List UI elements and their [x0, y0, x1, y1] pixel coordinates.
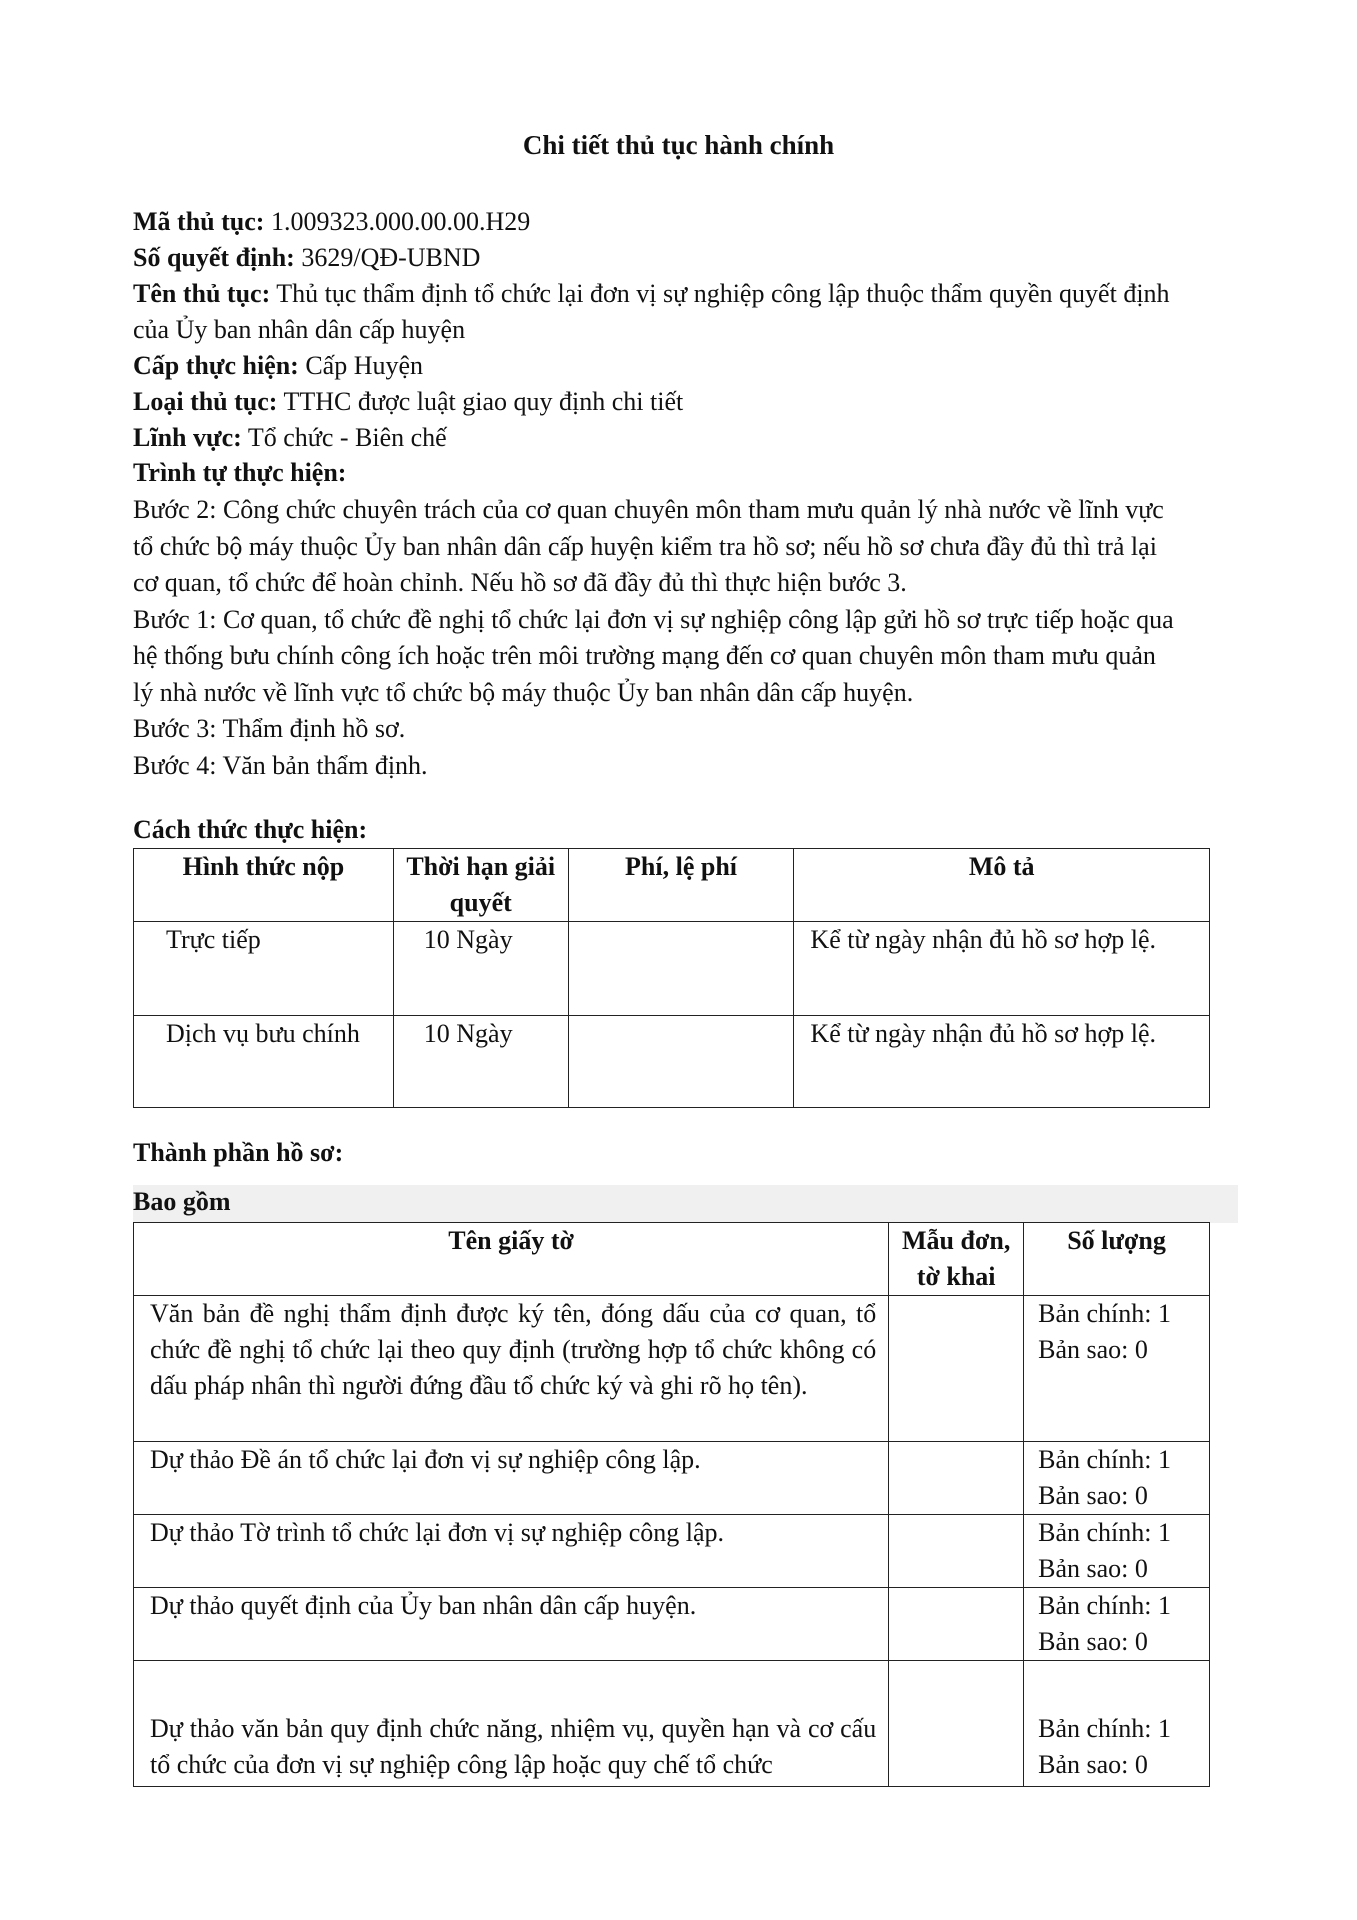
- field-value-continued: của Ủy ban nhân dân cấp huyện: [133, 315, 466, 344]
- cell-mau-don: [889, 1296, 1024, 1442]
- cell-thoi-han: 10 Ngày: [393, 1016, 568, 1108]
- step-line: lý nhà nước về lĩnh vực tổ chức bộ máy thuộc Ủy ban nhân dân cấp huyện.: [133, 677, 914, 707]
- field-value: Tổ chức - Biên chế: [241, 423, 447, 452]
- step-line: tổ chức bộ máy thuộc Ủy ban nhân dân cấp huyện kiểm tra hồ sơ; nếu hồ sơ chưa đầy đủ thì trả lại: [133, 531, 1157, 561]
- cell-mau-don: [889, 1515, 1024, 1588]
- field-so-quyet-dinh: [133, 240, 1233, 276]
- field-loai-thu-tuc: [133, 384, 1233, 420]
- cell-so-luong: [1024, 1296, 1210, 1442]
- ban-sao: Bản sao: 0: [1038, 1554, 1148, 1583]
- cell-mau-don: [889, 1588, 1024, 1661]
- field-label: Số quyết định:: [133, 243, 295, 272]
- column-header: Thời hạn giải quyết: [393, 849, 568, 922]
- ban-chinh: Bản chính: 1: [1038, 1518, 1171, 1547]
- cell-ten-giay-to: Văn bản đề nghị thẩm định được ký tên, đóng dấu của cơ quan, tổ chức đề nghị tổ chức lại theo quy định (trường hợp tổ chức không có dấu pháp nhân thì người đứng đầu tổ chức ký và ghi rõ họ tên).: [134, 1296, 889, 1442]
- column-header: Mô tả: [794, 849, 1210, 922]
- cell-so-luong: [1024, 1442, 1210, 1515]
- cell-mo-ta: Kể từ ngày nhận đủ hồ sơ hợp lệ.: [794, 1016, 1210, 1108]
- page-title: Chi tiết thủ tục hành chính: [522, 130, 835, 160]
- ban-chinh: Bản chính: 1: [1038, 1445, 1171, 1474]
- ban-sao: Bản sao: 0: [1038, 1481, 1148, 1510]
- field-linh-vuc: [133, 420, 1233, 456]
- table-row: [134, 922, 1210, 1016]
- cell-hinh-thuc: Dịch vụ bưu chính: [134, 1016, 394, 1108]
- table-row: [134, 1588, 1210, 1661]
- cell-so-luong: [1024, 1661, 1210, 1787]
- cell-mau-don: [889, 1661, 1024, 1787]
- step-line: cơ quan, tổ chức để hoàn chỉnh. Nếu hồ sơ đã đầy đủ thì thực hiện bước 3.: [133, 568, 907, 597]
- thanh-phan-table: [133, 1222, 1210, 1787]
- column-header: Số lượng: [1024, 1223, 1210, 1296]
- cell-hinh-thuc: Trực tiếp: [134, 922, 394, 1016]
- field-label: Tên thủ tục:: [133, 279, 271, 308]
- ban-sao: Bản sao: 0: [1038, 1750, 1148, 1779]
- ban-sao: Bản sao: 0: [1038, 1335, 1148, 1364]
- field-value: 1.009323.000.00.00.H29: [264, 207, 531, 236]
- step-line: Bước 3: Thẩm định hồ sơ.: [133, 714, 406, 743]
- section-heading-cach-thuc: Cách thức thực hiện:: [133, 815, 368, 844]
- field-label: Loại thủ tục:: [133, 387, 278, 416]
- column-header: Hình thức nộp: [134, 849, 394, 922]
- cell-ten-giay-to: Dự thảo Tờ trình tổ chức lại đơn vị sự nghiệp công lập.: [134, 1515, 889, 1588]
- section-heading-thanh-phan: Thành phần hồ sơ:: [133, 1138, 344, 1167]
- step-line: hệ thống bưu chính công ích hoặc trên môi trường mạng đến cơ quan chuyên môn tham mưu quản: [133, 641, 1156, 670]
- field-value: 3629/QĐ-UBND: [294, 243, 481, 272]
- field-label: Cấp thực hiện:: [133, 351, 299, 380]
- cell-phi: [568, 922, 794, 1016]
- cell-so-luong: [1024, 1515, 1210, 1588]
- section-heading-trinh-tu: Trình tự thực hiện:: [133, 458, 347, 487]
- table-row: [134, 1515, 1210, 1588]
- cell-ten-giay-to: Dự thảo văn bản quy định chức năng, nhiệm vụ, quyền hạn và cơ cấu tổ chức của đơn vị sự nghiệp công lập hoặc quy chế tổ chức: [134, 1661, 889, 1787]
- table-header-row: [134, 1223, 1210, 1296]
- table-row: [134, 1016, 1210, 1108]
- column-header: Phí, lệ phí: [568, 849, 794, 922]
- table-header-row: [134, 849, 1210, 922]
- table-row: [134, 1296, 1210, 1442]
- cell-mau-don: [889, 1442, 1024, 1515]
- ban-chinh: Bản chính: 1: [1038, 1299, 1171, 1328]
- step-line: Bước 1: Cơ quan, tổ chức đề nghị tổ chức lại đơn vị sự nghiệp công lập gửi hồ sơ trực tiếp hoặc qua: [133, 604, 1174, 634]
- field-label: Mã thủ tục:: [133, 207, 265, 236]
- field-value: Thủ tục thẩm định tổ chức lại đơn vị sự nghiệp công lập thuộc thẩm quyền quyết định: [270, 279, 1170, 308]
- ban-chinh: Bản chính: 1: [1038, 1714, 1171, 1743]
- cell-thoi-han: 10 Ngày: [393, 922, 568, 1016]
- table-row: [134, 1661, 1210, 1787]
- field-ma-thu-tuc: [133, 204, 1233, 240]
- step-line: Bước 4: Văn bản thẩm định.: [133, 750, 428, 780]
- step-line: Bước 2: Công chức chuyên trách của cơ quan chuyên môn tham mưu quản lý nhà nước về lĩnh vực: [133, 495, 1164, 524]
- subheading-bar: [133, 1185, 1238, 1223]
- column-header: Tên giấy tờ: [134, 1223, 889, 1296]
- column-header: Mẫu đơn, tờ khai: [889, 1223, 1024, 1296]
- trinh-tu-paragraph: [133, 492, 1233, 784]
- cell-so-luong: [1024, 1588, 1210, 1661]
- field-cap-thuc-hien: [133, 348, 1233, 384]
- field-label: Lĩnh vực:: [133, 423, 242, 452]
- cell-mo-ta: Kể từ ngày nhận đủ hồ sơ hợp lệ.: [794, 922, 1210, 1016]
- field-value: TTHC được luật giao quy định chi tiết: [277, 387, 684, 416]
- cell-ten-giay-to: Dự thảo quyết định của Ủy ban nhân dân cấp huyện.: [134, 1588, 889, 1661]
- cell-phi: [568, 1016, 794, 1108]
- subheading-bao-gom: Bao gồm: [133, 1187, 231, 1216]
- field-value: Cấp Huyện: [298, 351, 424, 380]
- table-row: [134, 1442, 1210, 1515]
- ban-chinh: Bản chính: 1: [1038, 1591, 1171, 1620]
- ban-sao: Bản sao: 0: [1038, 1627, 1148, 1656]
- cell-ten-giay-to: Dự thảo Đề án tổ chức lại đơn vị sự nghiệp công lập.: [134, 1442, 889, 1515]
- cach-thuc-table: [133, 848, 1210, 1108]
- field-ten-thu-tuc: [133, 276, 1233, 348]
